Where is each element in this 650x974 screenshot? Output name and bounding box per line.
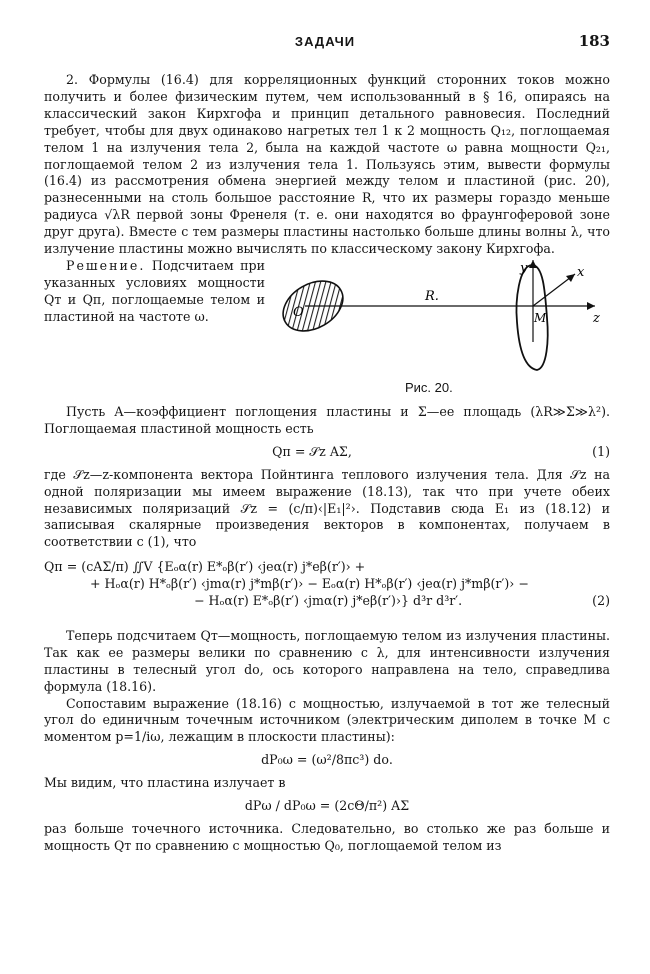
paragraph-conclusion-text: раз больше точечного источника. Следовательно, во столько же раз больше и мощность Qт по сравнению с мощностью Q₀, поглощаемой телом из xyxy=(44,821,610,853)
label-y: y xyxy=(520,260,528,276)
solution-label: Решение. xyxy=(66,257,146,273)
equation-1-expression: Qп = 𝒮z AΣ, xyxy=(272,443,352,459)
equation-2-number: (2) xyxy=(592,593,610,609)
paragraph-we-see xyxy=(44,775,610,792)
page-header xyxy=(0,34,650,56)
problem-text: 2. Формулы (16.4) для корреляционных функций сторонних токов можно получить и более физическим путем, чем использованный в § 16, опираясь на классический закон Кирхгофа и принцип детального равновесия. Последний требует, чтобы для двух одинаково нагретых тел 1 к 2 мощность Q₁₂, поглощаемая телом 1 на излучения тела 2, была на каждой частоте ω равна мощности Q₂₁, поглощаемой телом 2 из излучения тела 1. Пользуясь этим, вывести формулы (16.4) из рассмотрения обмена энергией между телом и пластиной (рис. 20), разнесенными на столь большое расстояние R, что их размеры гораздо меньше радиуса √λR первой зоны Френеля (т. е. они находятся во фраунгоферовой зоне друг друга). Вместе с тем размеры пластины настолько больше длины волны λ, что излучение пластины можно вычислять по классическому закону Кирхгофа. xyxy=(44,72,610,257)
paragraph-we-see-text: Мы видим, что пластина излучает в xyxy=(44,775,286,791)
equation-4-expression: dPω / dP₀ω = (2cΘ/π²) AΣ xyxy=(244,798,410,814)
equation-1-number: (1) xyxy=(592,443,610,459)
figure-20 xyxy=(275,260,610,400)
paragraph-compare xyxy=(44,696,610,747)
label-z: z xyxy=(593,310,600,326)
page-body xyxy=(44,72,610,855)
equation-3-expression: dP₀ω = (ω²/8πc³) dо. xyxy=(261,752,393,768)
paragraph-conclusion xyxy=(44,821,610,855)
running-title: ЗАДАЧИ xyxy=(294,34,356,49)
equation-2-line-3: − Hₒα(r) E*ₒβ(r′) ‹jmα(r) j*eβ(r′)›} d³r d³r′. xyxy=(194,593,463,609)
equation-2 xyxy=(44,559,610,610)
y-axis-arrow-icon xyxy=(529,260,537,268)
x-axis-arrow-icon xyxy=(566,274,575,282)
page-number: 183 xyxy=(578,32,610,50)
equation-3 xyxy=(44,752,610,769)
label-r: R. xyxy=(425,288,439,304)
equation-4 xyxy=(44,798,610,815)
label-o: O xyxy=(293,304,304,320)
figure-caption: Рис. 20. xyxy=(405,379,453,395)
equation-2-line-1: Qп = (cAΣ/π) ∬V {Eₒα(r) E*ₒβ(r′) ‹jeα(r) j*eβ(r′)› + xyxy=(44,559,366,575)
solution-text: Подсчитаем при указанных условиях мощности Qт и Qп, поглощаемые телом и пластиной на частоте ω. xyxy=(44,257,265,324)
paragraph-absorption xyxy=(44,404,610,438)
z-axis-arrow-icon xyxy=(587,302,595,310)
equation-1 xyxy=(44,444,610,461)
label-m: M xyxy=(534,310,547,325)
equation-2-line-2: + Hₒα(r) H*ₒβ(r′) ‹jmα(r) j*mβ(r′)› − Eₒα(r) H*ₒβ(r′) ‹jeα(r) j*mβ(r′)› − xyxy=(90,576,529,592)
label-x: x xyxy=(577,264,585,280)
problem-statement xyxy=(44,72,610,258)
paragraph-compare-text: Сопоставим выражение (18.16) с мощностью, излучаемой в тот же телесный угол dо единичным точечным источником (электрическим диполем в точке M с моментом p=1/iω, лежащим в плоскости пластины): xyxy=(44,695,610,745)
paragraph-poynting-text: где 𝒮z—z-компонента вектора Пойнтинга теплового излучения тела. Для 𝒮z на одной поляризации мы имеем выражение (18.13), так что при учете обеих независимых поляризаций 𝒮z = (c/π)‹|E₁|²›. Подставив сюда E₁ из (18.12) и записывая скалярные произведения векторов в компонентах, получаем в соответствии с (1), что xyxy=(44,466,610,550)
paragraph-poynting xyxy=(44,467,610,552)
paragraph-body-power-text: Теперь подсчитаем Qт—мощность, поглощаемую телом из излучения пластины. Так как ее размеры велики по сравнению с λ, для интенсивности излучения пластины в телесный угол dо, ось которого направлена на тело, справедлива формула (18.16). xyxy=(44,627,610,694)
paragraph-body-power xyxy=(44,628,610,696)
paragraph-absorption-text: Пусть A—коэффициент поглощения пластины и Σ—ее площадь (λR≫Σ≫λ²). Поглощаемая пластиной мощность есть xyxy=(44,403,610,436)
figure-drawing xyxy=(275,260,610,378)
